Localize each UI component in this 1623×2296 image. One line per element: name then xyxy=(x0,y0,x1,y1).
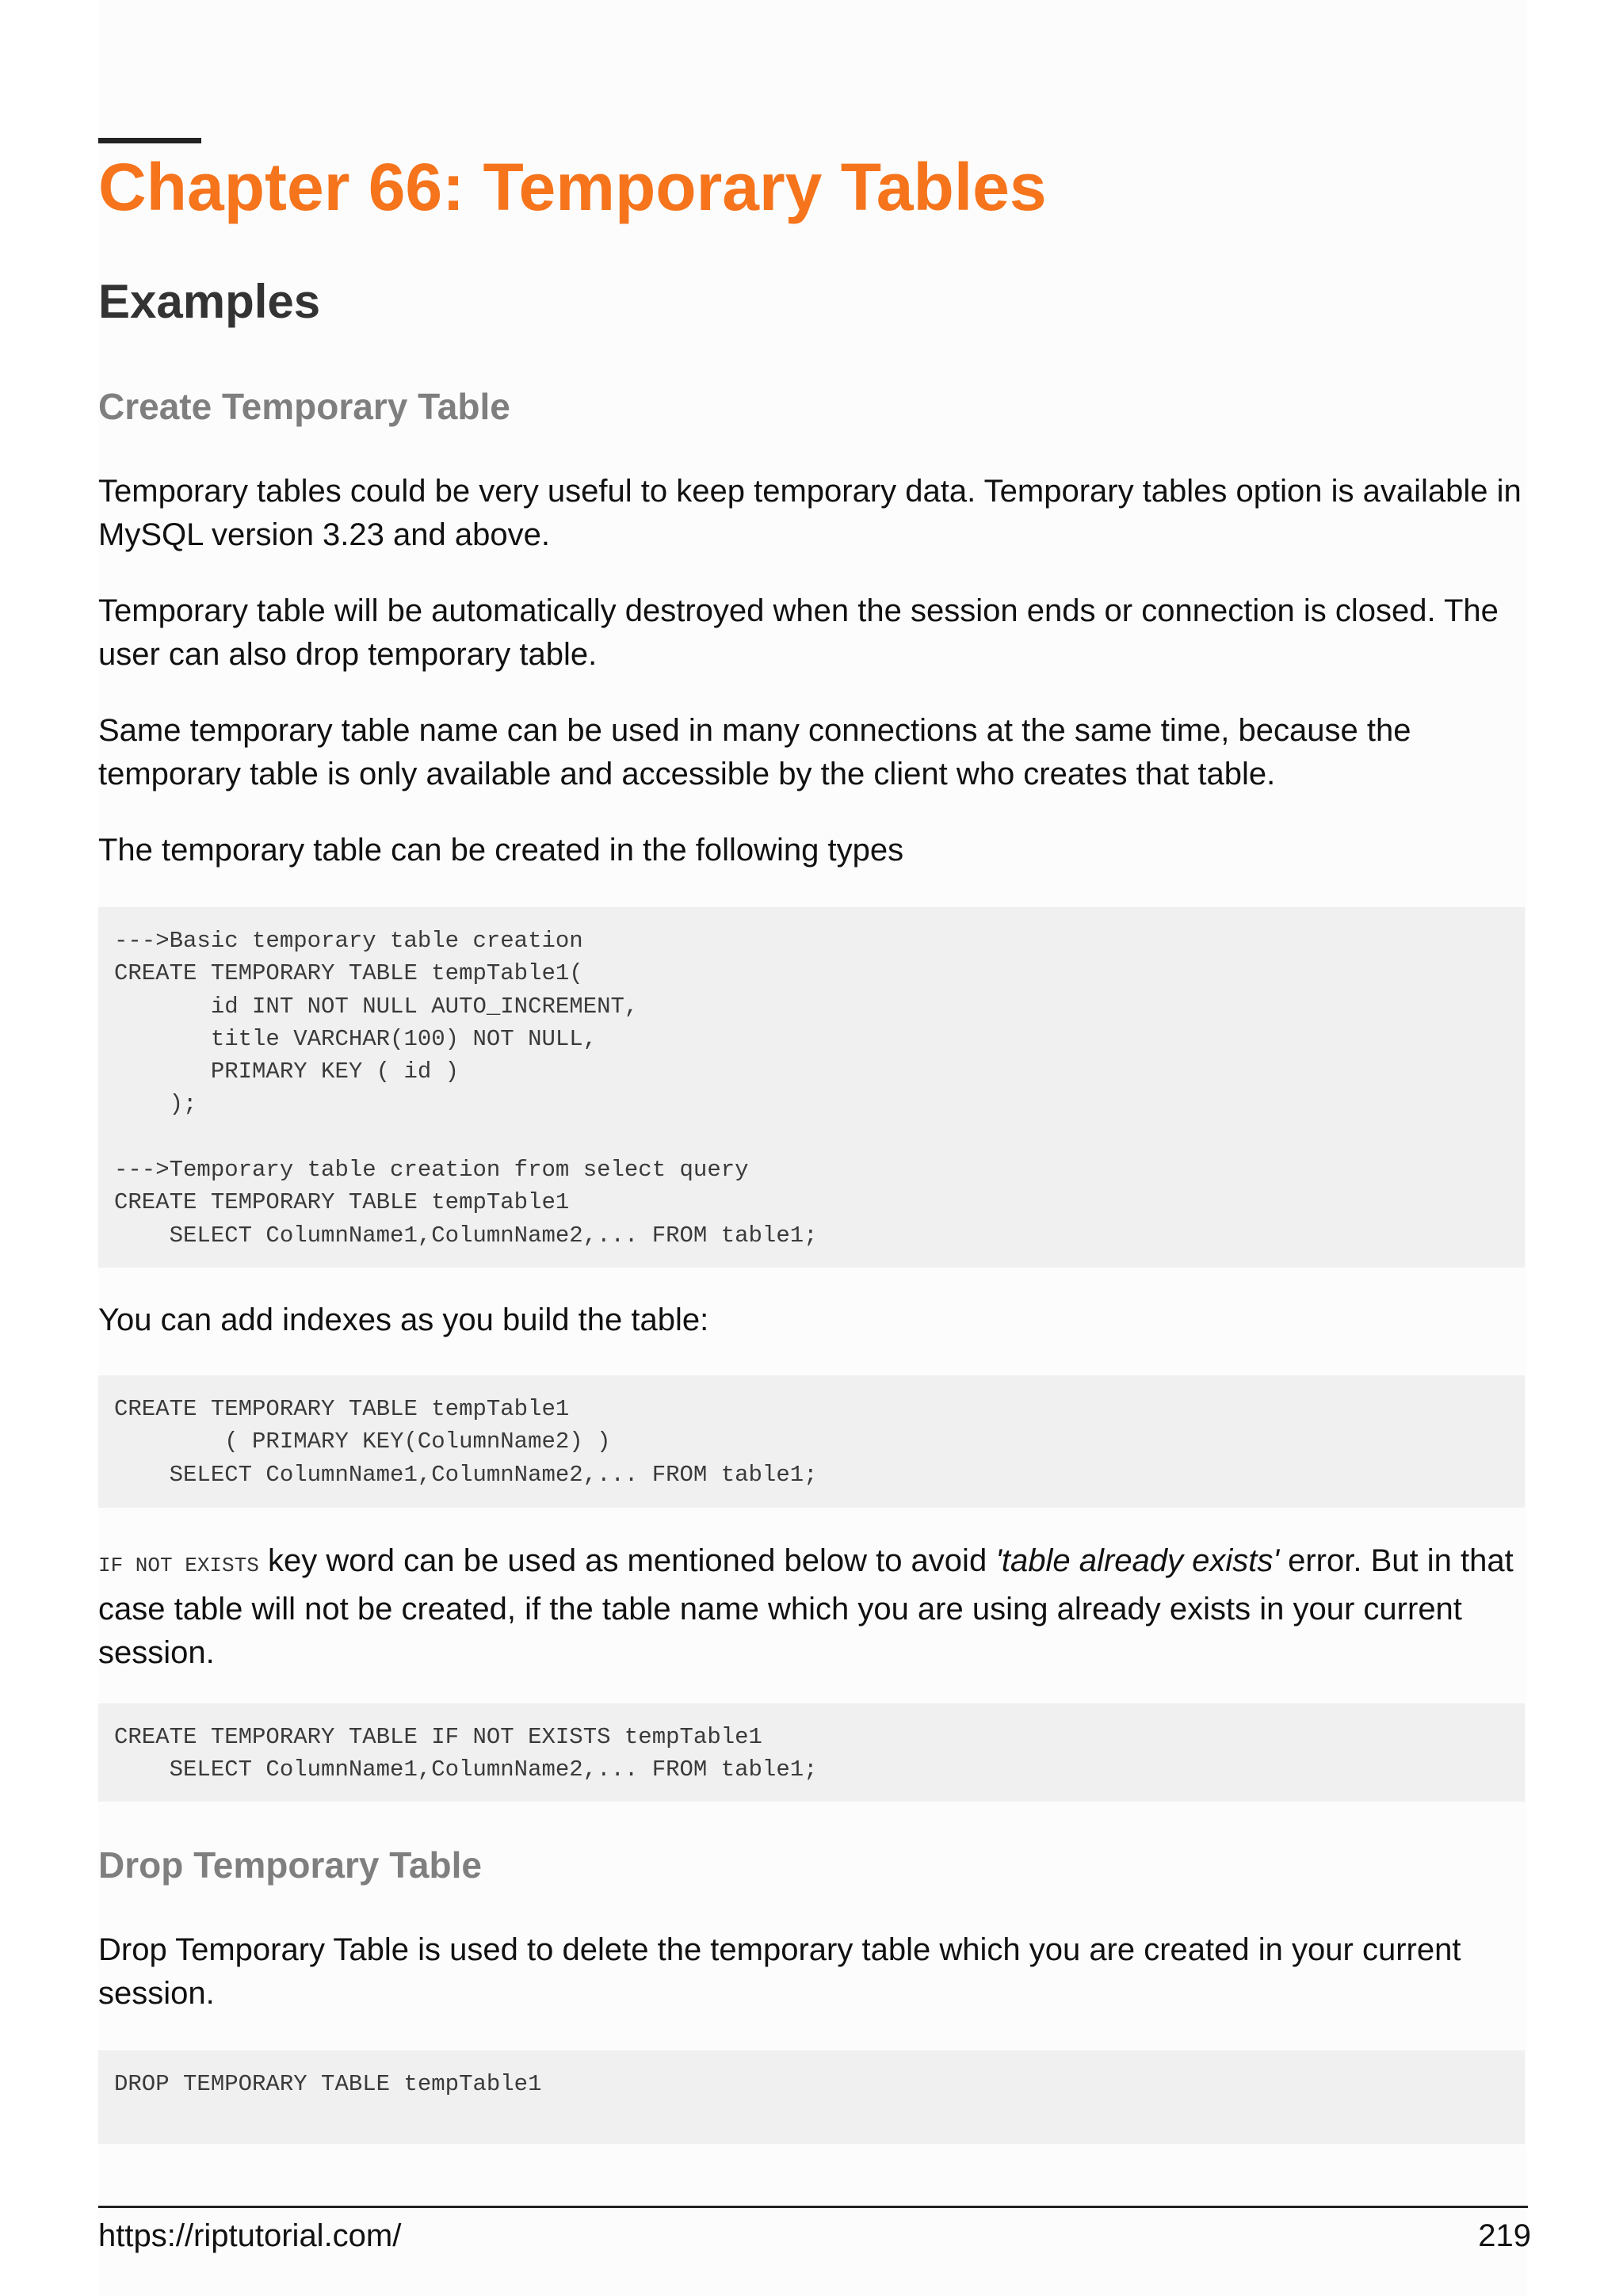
chapter-title: Chapter 66: Temporary Tables xyxy=(98,150,1047,224)
code-line: --->Temporary table creation from select query xyxy=(114,1157,749,1184)
inline-code-if-not-exists: IF NOT EXISTS xyxy=(98,1554,259,1577)
drop-para-1: Drop Temporary Table is used to delete the temporary table which you are created in your current session. xyxy=(98,1932,1461,2011)
footer-rule xyxy=(98,2206,1528,2208)
para-6-text-b: error. But in that case table will not be created, if the table name which you are using already exists in your current session. xyxy=(98,1543,1514,1670)
code-block-drop xyxy=(98,2050,1525,2144)
page-number: 219 xyxy=(1478,2218,1531,2253)
code-line: title VARCHAR(100) NOT NULL, xyxy=(114,1025,598,1052)
code-block-if-not-exists xyxy=(98,1703,1525,1802)
code-line: ); xyxy=(114,1091,197,1118)
code-line: DROP TEMPORARY TABLE tempTable1 xyxy=(114,2071,542,2097)
code-line: SELECT ColumnName1,ColumnName2,... FROM table1; xyxy=(114,1461,818,1488)
code-line: CREATE TEMPORARY TABLE tempTable1 xyxy=(114,1396,570,1422)
create-para-2: Temporary table will be automatically destroyed when the session ends or connection is closed. The user can also drop temporary table. xyxy=(98,593,1499,672)
code-block-create xyxy=(98,907,1525,1268)
create-para-6 xyxy=(98,1539,1525,1675)
create-para-5: You can add indexes as you build the table: xyxy=(98,1302,709,1337)
para-6-emphasis: 'table already exists' xyxy=(995,1543,1279,1578)
code-block-indexes xyxy=(98,1375,1525,1508)
code-line: ( PRIMARY KEY(ColumnName2) ) xyxy=(114,1428,611,1455)
code-line xyxy=(114,1121,1509,1154)
code-line: CREATE TEMPORARY TABLE tempTable1( xyxy=(114,960,583,987)
code-line: --->Basic temporary table creation xyxy=(114,928,583,954)
create-temporary-table-heading: Create Temporary Table xyxy=(98,386,510,427)
chapter-rule xyxy=(98,138,201,143)
create-para-3: Same temporary table name can be used in many connections at the same time, because the temporary table is only available and accessible by the client who creates that table. xyxy=(98,713,1411,791)
code-line: SELECT ColumnName1,ColumnName2,... FROM table1; xyxy=(114,1756,818,1783)
code-line: CREATE TEMPORARY TABLE tempTable1 xyxy=(114,1189,570,1216)
drop-temporary-table-heading: Drop Temporary Table xyxy=(98,1844,482,1886)
examples-heading: Examples xyxy=(98,275,321,328)
create-para-4: The temporary table can be created in the following types xyxy=(98,833,904,868)
code-line: id INT NOT NULL AUTO_INCREMENT, xyxy=(114,993,639,1020)
para-6-text-a: key word can be used as mentioned below to avoid xyxy=(258,1543,996,1578)
create-para-1: Temporary tables could be very useful to keep temporary data. Temporary tables option is available in MySQL version 3.23 and above. xyxy=(98,474,1522,552)
footer-url: https://riptutorial.com/ xyxy=(98,2218,402,2253)
code-line: PRIMARY KEY ( id ) xyxy=(114,1058,460,1085)
code-line: CREATE TEMPORARY TABLE IF NOT EXISTS tempTable1 xyxy=(114,1724,762,1750)
code-line: SELECT ColumnName1,ColumnName2,... FROM table1; xyxy=(114,1222,818,1249)
